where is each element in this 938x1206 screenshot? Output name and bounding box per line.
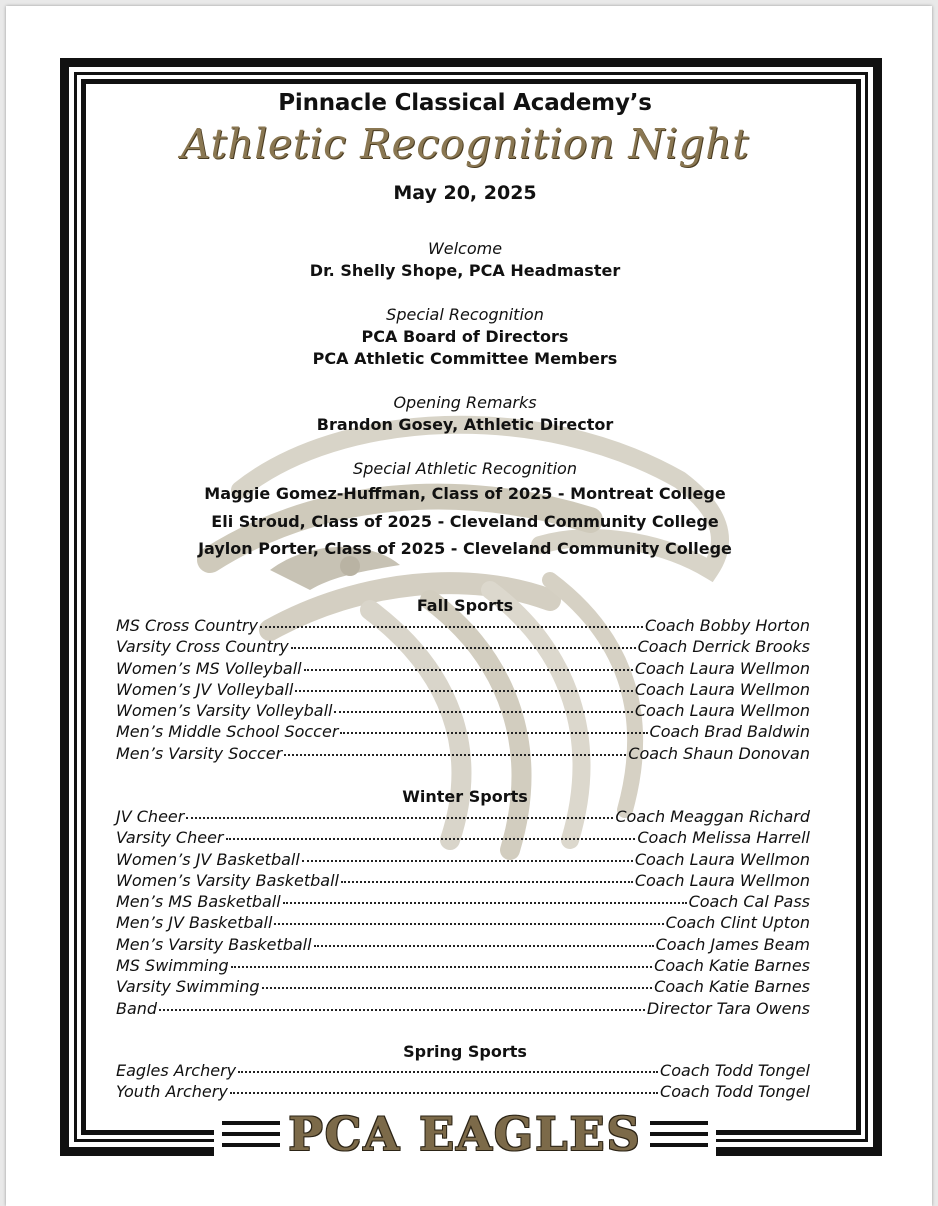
opening-remarks-block — [80, 392, 850, 436]
coach-name: Coach Katie Barnes — [654, 977, 810, 997]
welcome-speaker: Dr. Shelly Shope, PCA Headmaster — [309, 261, 621, 280]
sport-name: Band — [116, 998, 158, 1018]
list-item — [116, 637, 810, 658]
coach-name: Coach Cal Pass — [688, 892, 810, 912]
coach-name: Coach Laura Wellmon — [634, 658, 810, 678]
event-title: Athletic Recognition Night — [180, 120, 750, 168]
list-item — [116, 680, 810, 701]
dot-leader — [302, 860, 633, 862]
list-item — [116, 659, 810, 680]
dot-leader — [186, 817, 613, 819]
recognized-athlete: Maggie Gomez-Huffman, Class of 2025 - Montreat College — [204, 484, 726, 503]
coach-name: Coach Meaggan Richard — [615, 807, 810, 826]
sport-name: Men’s Middle School Soccer — [116, 722, 339, 742]
list-item — [116, 850, 810, 871]
school-name: Pinnacle Classical Academy’s — [278, 90, 652, 116]
recognized-athlete: Eli Stroud, Class of 2025 - Cleveland Community College — [211, 511, 719, 531]
program-order — [80, 238, 850, 585]
list-item — [116, 956, 810, 977]
list-item — [116, 977, 810, 998]
dot-leader — [304, 669, 633, 671]
sport-name: Varsity Cheer — [116, 828, 224, 848]
sport-name: Eagles Archery — [116, 1061, 237, 1080]
dot-leader — [314, 945, 654, 947]
special-recognition-name: PCA Board of Directors — [361, 327, 569, 346]
dot-leader — [295, 690, 633, 692]
sport-name: Men’s Varsity Soccer — [116, 743, 283, 763]
list-item — [116, 1061, 810, 1082]
coach-name: Coach Laura Wellmon — [634, 679, 810, 699]
sport-name: Women’s JV Volleyball — [116, 679, 294, 699]
program-header — [80, 90, 850, 204]
dot-leader — [283, 902, 687, 904]
dot-leader — [231, 966, 653, 968]
sport-name: Men’s MS Basketball — [116, 892, 281, 912]
list-item — [116, 807, 810, 828]
dot-leader — [284, 754, 626, 756]
dot-leader — [274, 923, 663, 925]
dot-leader — [334, 711, 632, 713]
dot-leader — [260, 626, 643, 628]
dot-leader — [238, 1071, 658, 1073]
coach-name: Coach Clint Upton — [665, 913, 810, 933]
recognized-athlete: Jaylon Porter, Class of 2025 - Cleveland Community College — [198, 539, 732, 558]
sport-name: Women’s Varsity Basketball — [116, 870, 339, 890]
sport-name: Women’s MS Volleyball — [116, 658, 302, 678]
sport-name: MS Cross Country — [116, 616, 258, 635]
sport-name: JV Cheer — [116, 807, 185, 826]
dot-leader — [230, 1092, 658, 1094]
coach-name: Coach Derrick Brooks — [637, 637, 810, 657]
welcome-block — [80, 238, 850, 282]
footer-logo — [54, 1108, 876, 1160]
list-item — [116, 616, 810, 637]
list-item — [116, 744, 810, 765]
logo-stripes-left — [222, 1121, 280, 1147]
list-item — [116, 999, 810, 1020]
logo-stripes-right — [650, 1121, 708, 1147]
list-item — [116, 871, 810, 892]
event-date: May 20, 2025 — [393, 182, 537, 204]
dot-leader — [340, 732, 647, 734]
winter-sports-list — [116, 807, 810, 1020]
dot-leader — [262, 987, 653, 989]
fall-sports-list — [116, 616, 810, 765]
coach-name: Coach Shaun Donovan — [628, 743, 810, 763]
dot-leader — [159, 1009, 645, 1011]
special-recognition-name: PCA Athletic Committee Members — [312, 349, 618, 368]
spring-sports-heading: Spring Sports — [403, 1042, 527, 1061]
welcome-label: Welcome — [427, 239, 503, 258]
coach-name: Coach Bobby Horton — [644, 616, 810, 635]
sport-name: Women’s Varsity Volleyball — [116, 701, 333, 721]
coach-name: Coach Brad Baldwin — [649, 722, 810, 742]
dot-leader — [341, 881, 633, 883]
list-item — [116, 892, 810, 913]
pca-eagles-logo — [214, 1108, 716, 1160]
special-recognition-block — [80, 304, 850, 370]
sport-name: Women’s JV Basketball — [116, 849, 300, 869]
sport-name: Varsity Swimming — [116, 977, 260, 997]
list-item — [116, 1082, 810, 1103]
dot-leader — [226, 838, 636, 840]
coach-name: Coach Laura Wellmon — [634, 701, 810, 721]
athletic-recognition-block — [80, 458, 850, 563]
coach-name: Coach Laura Wellmon — [634, 870, 810, 890]
special-recognition-label: Special Recognition — [386, 305, 544, 324]
list-item — [116, 722, 810, 743]
coach-name: Coach Laura Wellmon — [634, 849, 810, 869]
coach-name: Coach James Beam — [655, 934, 810, 954]
coach-name: Coach Todd Tongel — [660, 1082, 810, 1102]
sport-name: MS Swimming — [116, 956, 229, 976]
sport-name: Varsity Cross Country — [116, 637, 289, 657]
winter-sports-heading: Winter Sports — [402, 787, 528, 806]
sport-name: Men’s Varsity Basketball — [116, 934, 312, 954]
sport-name: Men’s JV Basketball — [116, 913, 273, 933]
coach-name: Coach Katie Barnes — [654, 956, 810, 976]
list-item — [116, 913, 810, 934]
spring-sports-list — [116, 1061, 810, 1104]
coach-name: Coach Todd Tongel — [660, 1061, 810, 1080]
opening-remarks-speaker: Brandon Gosey, Athletic Director — [316, 415, 614, 434]
list-item — [116, 935, 810, 956]
sport-name: Youth Archery — [116, 1082, 228, 1102]
logo-text: PCA EAGLES — [288, 1107, 642, 1161]
list-item — [116, 828, 810, 849]
athletic-recognition-label: Special Athletic Recognition — [353, 459, 577, 478]
fall-sports-heading: Fall Sports — [416, 596, 514, 615]
coach-name: Coach Melissa Harrell — [637, 828, 810, 848]
opening-remarks-label: Opening Remarks — [393, 393, 537, 412]
list-item — [116, 701, 810, 722]
coach-name: Director Tara Owens — [646, 998, 810, 1018]
dot-leader — [291, 647, 636, 649]
